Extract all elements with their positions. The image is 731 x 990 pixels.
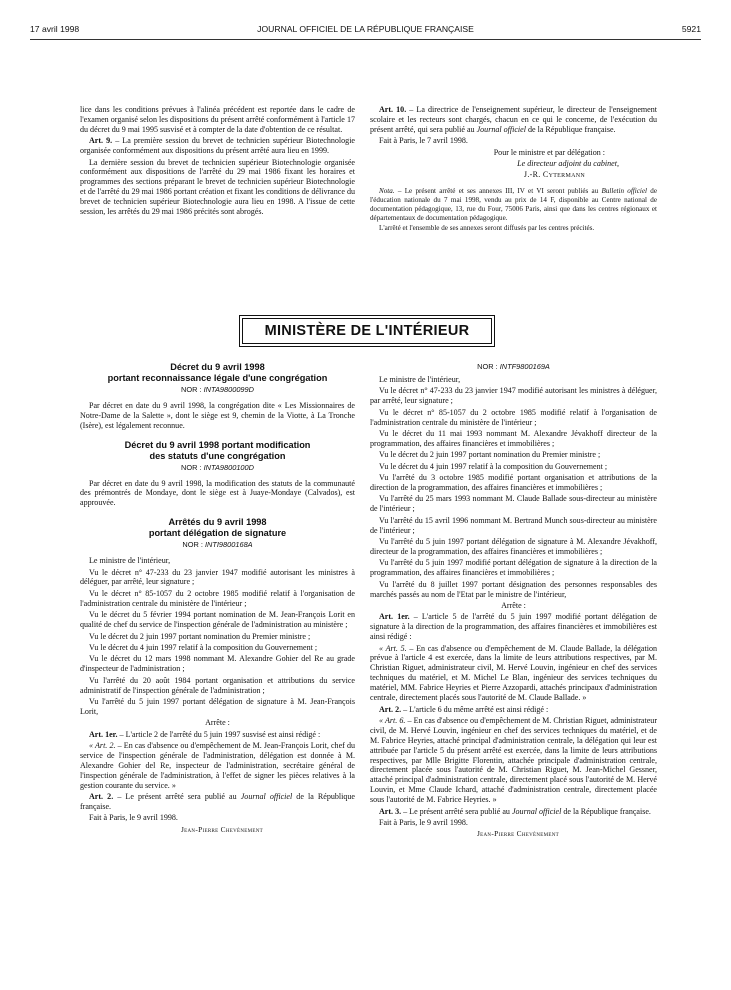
paragraph: Art. 3. – Le présent arrêté sera publié au Journal officiel de la République française. <box>379 806 651 816</box>
note-label: Nota. <box>379 187 395 196</box>
fait-a-paris: Fait à Paris, le 7 avril 1998. <box>379 136 468 146</box>
delegation-line: Pour le ministre et par délégation : <box>493 147 605 157</box>
article-label: Art. 9. <box>89 136 113 146</box>
article-label: « Art. 6. <box>379 715 406 725</box>
article-label: Art. 1er. <box>89 729 118 739</box>
paragraph: Par décret en date du 9 avril 1998, la modification des statuts de la communauté des prémontrés de Mondaye, dont le siège est à Juaye-Mondaye (Calvados), est approuvée. <box>80 478 355 508</box>
paragraph: Art. 2. – Le présent arrêté sera publié au Journal officiel de la République française. <box>80 792 355 811</box>
fait-a-paris: Fait à Paris, le 9 avril 1998. <box>379 817 468 827</box>
ministry-title: MINISTÈRE DE L'INTÉRIEUR <box>264 323 470 339</box>
header-rule <box>30 39 701 40</box>
paragraph: Vu le décret n° 85-1057 du 2 octobre 1985 modifié relatif à l'organisation de l'administration centrale du ministère de l'intérieur ; <box>370 407 657 427</box>
paragraph: Vu le décret du 11 mai 1993 nommant M. Alexandre Jévakhoff directeur de la programmation, des affaires financières et immobilières ; <box>370 428 657 448</box>
paragraph: Vu le décret n° 85-1057 du 2 octobre 1985 modifié relatif à l'organisation de l'administration centrale du ministère de l'intérieur ; <box>80 588 355 608</box>
paragraph: Vu l'arrêté du 20 août 1984 portant organisation et attributions du service administratif de l'inspection générale de l'administration ; <box>80 675 355 695</box>
paragraph: « Art. 5. – En cas d'absence ou d'empêchement de M. Claude Ballade, la délégation prévue à l'article 4 est exercée, dans la limite de leurs attributions respectives, par M. Christian Riguet, administrateur civil, M. Hervé Louvin, ingénieur en chef des services techniques du matériel, et M. Michel Le Blan, ingénieur des services techniques du matériel, MM. Fabrice Heyries et Pierre Azzopardi, attachés principaux d'administration centrale, directement placés sous l'autorité de M. Claude Ballade. » <box>370 643 658 703</box>
article-label: Art. 1er. <box>379 612 410 622</box>
director-title: Le directeur adjoint du cabinet, <box>517 159 619 169</box>
paragraph: Par décret en date du 9 avril 1998, la congrégation dite « Les Missionnaires de Notre-Dame de la Salette », dont le siège est 9, chemin de la Viotte, à La Tronche (Isère), est légalement reconnue. <box>80 400 355 430</box>
paragraph: Vu le décret du 12 mars 1998 nommant M. Alexandre Gohier del Re au grade d'inspecteur de l'administration ; <box>80 654 355 674</box>
page-header <box>30 24 701 38</box>
paragraph: Vu le décret du 5 février 1994 portant nomination de M. Jean-François Lorit en qualité de chef du service de l'inspection générale de l'administration au ministère ; <box>80 610 355 630</box>
article-text: – La première session du brevet de technicien supérieur Biotechnologie organisée conformément aux dispositions du présent arrêté aura lieu en 1999. <box>80 136 355 156</box>
article-label: « Art. 5. <box>379 643 407 653</box>
article-label: Art. 10. <box>379 105 407 114</box>
paragraph: Vu l'arrêté du 15 avril 1996 nommant M. Bertrand Munch sous-directeur au ministère de l'intérieur ; <box>370 515 657 535</box>
header-page-number: 5921 <box>681 24 701 34</box>
paragraph: La dernière session du brevet de technicien supérieur Biotechnologie organisée conformément aux dispositions de l'arrêté du 29 mai 1986 fixant les horaires et programmes des sections préparant le brevet de technicien supérieur Biotechnologie et de l'arrêté du 29 mai 1986 portant création et fixant les conditions de délivrance du brevet de technicien supérieur Biotechnologie aura lieu en 1998. A l'issue de cette session, les arrêtés du 29 mai 1986 précités sont abrogés. <box>80 157 355 217</box>
decree-title: Décret du 9 avril 1998 portant modification des statuts d'une congrégation <box>124 439 311 461</box>
signature: J.-R. Cytermann <box>523 170 585 180</box>
paragraph: Le ministre de l'intérieur, <box>89 556 171 566</box>
paragraph: Vu l'arrêté du 5 juin 1997 modifié portant délégation de signature à la direction de la programmation, des affaires financières et immobilières ; <box>370 558 657 578</box>
paragraph: Art. 2. – L'article 6 du même arrêté est ainsi rédigé : <box>379 704 549 714</box>
paragraph: Vu le décret du 2 juin 1997 portant nomination du Premier ministre ; <box>89 631 311 641</box>
note-paragraph: L'arrêté et l'ensemble de ses annexes seront diffusés par les centres précités. <box>379 224 595 233</box>
paragraph: Vu l'arrêté du 5 juin 1997 portant délégation de signature à M. Alexandre Jévakhoff, directeur de la programmation, des affaires financières et immobilières ; <box>370 537 657 556</box>
nor-reference: NOR : INTI9800168A <box>182 540 253 550</box>
paragraph: Vu le décret du 2 juin 1997 portant nomination du Premier ministre ; <box>379 450 601 460</box>
paragraph: « Art. 6. – En cas d'absence ou d'empêchement de M. Christian Riguet, administrateur civil, de M. Hervé Louvin, ingénieur en chef des services techniques du matériel, et de M. Fabrice Heyries, attaché principal d'administration centrale, la délégation qui leur est attribuée par l'article 5 du présent arrêté est exercée, dans la limite de leurs attributions respectives, par Mlle Brigitte Florentin, attachée principale d'administration centrale, directement placée sous l'autorité de M. Christian Riguet, M. Jean-Michel Gessner, attaché principal d'administration centrale, directement placé sous l'autorité de M. Hervé Louvin, et Mme Claude Ichard, attaché d'administration centrale, directement placée sous l'autorité de M. Fabrice Heyries. » <box>370 715 658 805</box>
arretes-title: Arrêtés du 9 avril 1998 portant délégation de signature <box>148 517 287 539</box>
fait-a-paris: Fait à Paris, le 9 avril 1998. <box>89 813 178 823</box>
left-column <box>80 362 355 836</box>
top-right-column <box>370 105 657 235</box>
paragraph: Vu l'arrêté du 25 mars 1993 nommant M. Claude Ballade sous-directeur au ministère de l'intérieur ; <box>370 494 657 514</box>
decree-title: Décret du 9 avril 1998 portant reconnaissance légale d'une congrégation <box>107 362 328 383</box>
journal-name: Journal officiel <box>476 124 526 134</box>
nor-reference: NOR : INTF9800169A <box>477 362 550 371</box>
paragraph: Vu l'arrêté du 3 octobre 1985 modifié portant organisation et attributions de la direction de la programmation, des affaires financières et immobilières ; <box>370 473 657 492</box>
paragraph: Vu l'arrêté du 8 juillet 1997 portant désignation des personnes responsables des marchés passés au nom de l'Etat par le ministre de l'intérieur, <box>370 579 657 599</box>
article-label: « Art. 2. <box>89 741 116 751</box>
article-label: Art. 2. <box>379 704 402 714</box>
paragraph: Vu le décret n° 47-233 du 23 janvier 1947 modifié autorisant les ministres à déléguer, par arrêté, leur signature ; <box>80 567 355 587</box>
paragraph: Vu l'arrêté du 5 juin 1997 portant délégation de signature à M. Jean-François Lorit, <box>80 696 355 716</box>
signature: Jean-Pierre Chevènement <box>476 829 559 839</box>
paragraph: Vu le décret du 4 juin 1997 relatif à la composition du Gouvernement ; <box>379 461 608 471</box>
article-label: Art. 3. <box>379 806 402 816</box>
paragraph: Vu le décret du 4 juin 1997 relatif à la composition du Gouvernement ; <box>89 642 318 652</box>
arrete-heading: Arrête : <box>205 718 230 728</box>
nor-reference: NOR : INTA9800099D <box>181 385 254 394</box>
paragraph: Le ministre de l'intérieur, <box>379 374 461 384</box>
paragraph <box>80 136 355 156</box>
ministry-banner <box>242 318 492 344</box>
nor-reference: NOR : INTA9800100D <box>181 462 254 472</box>
paragraph: Art. 1er. – L'article 5 de l'arrêté du 5 juin 1997 modifié portant délégation de signature à la direction de la programmation, des affaires financières et immobilières est ainsi rédigé : <box>370 612 657 642</box>
paragraph: lice dans les conditions prévues à l'alinéa précédent est reportée dans le cadre de l'examen organisé selon les dispositions du présent arrêté conformément à l'article 17 du décret du 9 mai 1995 susvisé et à compter de la date d'obtention de ce résultat. <box>80 105 355 134</box>
top-left-column <box>80 105 355 218</box>
paragraph: « Art. 2. – En cas d'absence ou d'empêchement de M. Jean-François Lorit, chef du service de l'inspection générale de l'administration, délégation est donnée à M. Alexandre Gohier del Re, inspecteur de l'administration, secrétaire général de l'inspection générale de l'administration, à l'effet de signer les pièces relatives à la gestion courante du service. » <box>80 741 356 790</box>
header-journal-title: JOURNAL OFFICIEL DE LA RÉPUBLIQUE FRANÇAISE <box>257 24 474 34</box>
note-paragraph: Nota. – Le présent arrêté et ses annexes III, IV et VI seront publiés au Bulletin officiel de l'éducation nationale du 7 mai 1998, vendu au prix de 14 F, disponible au Centre national de documentation pédagogique, 13, rue du Four, 75006 Paris, ainsi que dans les centres régionaux et départementaux de documentation pédagogique. <box>370 187 657 223</box>
right-column <box>370 362 657 841</box>
paragraph: Art. 10. – La directrice de l'enseignement supérieur, le directeur de l'enseignement scolaire et les recteurs sont chargés, chacun en ce qui le concerne, de l'exécution du présent arrêté, qui sera publié au Journal officiel de la République française. <box>370 105 657 134</box>
paragraph: Vu le décret n° 47-233 du 23 janvier 1947 modifié autorisant les ministres à déléguer, par arrêté, leur signature ; <box>370 386 657 406</box>
paragraph: Art. 1er. – L'article 2 de l'arrêté du 5 juin 1997 susvisé est ainsi rédigé : <box>89 729 321 739</box>
header-date: 17 avril 1998 <box>30 24 80 34</box>
arrete-heading: Arrête : <box>501 600 526 610</box>
article-label: Art. 2. <box>89 792 114 802</box>
signature: Jean-Pierre Chevènement <box>180 824 263 834</box>
